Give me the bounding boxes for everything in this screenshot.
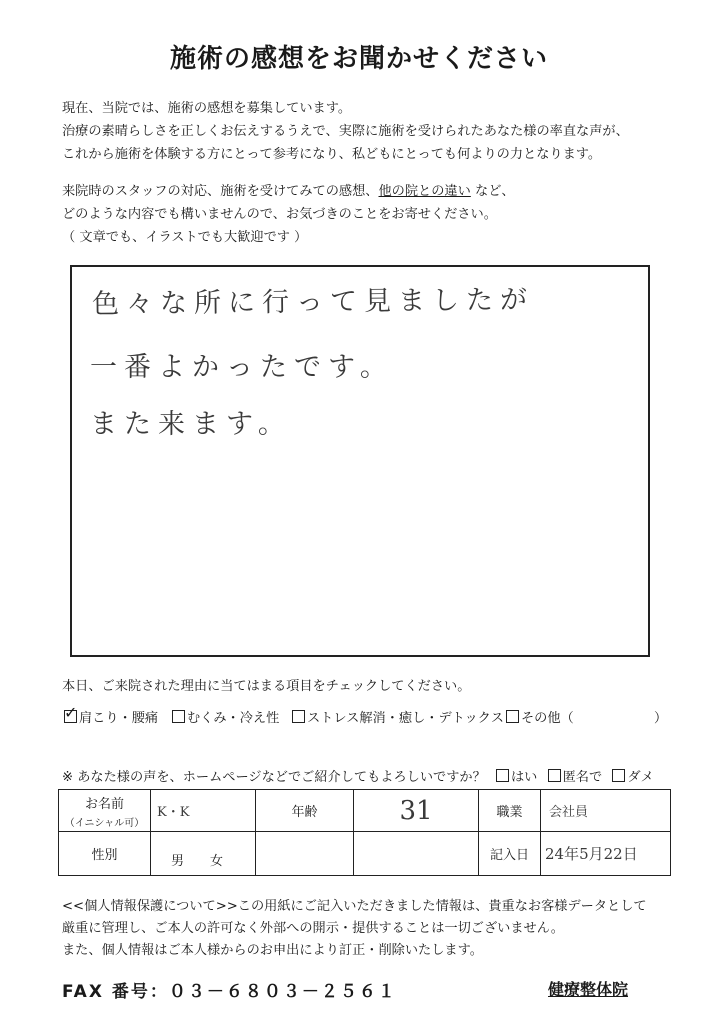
- intro-line-2: 治療の素晴らしさを正しくお伝えするうえで、実際に施術を受けられたあなた様の率直な声が、: [62, 124, 629, 139]
- checkbox[interactable]: [292, 710, 305, 723]
- checkbox[interactable]: [506, 710, 519, 723]
- comment-box: [70, 265, 650, 657]
- privacy-line-1: <<個人情報保護について>>この用紙にご記入いただきました情報は、貴重なお客様データとして: [62, 899, 647, 914]
- reason-label-stress: ストレス解消・癒し・デトックス: [307, 711, 504, 726]
- fax-number: FAX 番号：０３－６８０３－２５６１: [62, 982, 397, 1002]
- empty-cell-2: [354, 832, 479, 876]
- date-label: 記入日: [479, 832, 541, 876]
- privacy-line-3: また、個人情報はご本人様からのお申出により訂正・削除いたします。: [62, 943, 483, 958]
- intro-line-3: これから施術を体験する方にとって参考になり、私どもにとっても何よりの力となります。: [62, 147, 602, 162]
- handwritten-line-1: 色々な所に行って見ましたが: [91, 284, 535, 320]
- handwritten-line-3: また来ます。: [90, 409, 292, 440]
- reason-other-close: ）: [654, 711, 668, 726]
- request-text: [62, 180, 515, 249]
- privacy-notice: [62, 896, 647, 962]
- checkbox-no[interactable]: [612, 769, 625, 782]
- reason-label-other: その他（: [521, 711, 574, 726]
- reason-option-other[interactable]: [506, 707, 574, 726]
- checkbox-checked[interactable]: [64, 703, 78, 723]
- request-line-1: [62, 180, 515, 203]
- homepage-question-text: ※ あなた様の声を、ホームページなどでご紹介してもよろしいですか？: [62, 770, 486, 785]
- request-underlined: 他の院との違い: [378, 184, 471, 199]
- request-line-3: （ 文章でも、イラストでも大歓迎です ）: [62, 230, 308, 245]
- age-label: 年齢: [256, 790, 354, 832]
- job-label: 職業: [479, 790, 541, 832]
- checkbox[interactable]: [172, 710, 185, 723]
- homepage-yes-label: はい: [511, 770, 538, 785]
- reason-option-swelling[interactable]: [172, 707, 279, 726]
- request-line-2: どのような内容でも構いませんので、お気づきのことをお寄せください。: [62, 207, 497, 222]
- handwritten-line-2: 一番よかったです。: [90, 352, 394, 383]
- info-table: [58, 789, 671, 876]
- name-label: お名前: [84, 796, 124, 812]
- homepage-question: [62, 766, 654, 785]
- gender-label: 性別: [59, 832, 151, 876]
- reason-option-shoulder[interactable]: [64, 703, 159, 726]
- request-line-1-a: 来院時のスタッフの対応、施術を受けてみての感想、: [62, 184, 379, 199]
- reason-option-stress[interactable]: [292, 707, 504, 726]
- date-value[interactable]: 24年5月22日: [541, 832, 671, 876]
- homepage-no-label: ダメ: [627, 770, 654, 785]
- homepage-anon-label: 匿名で: [562, 770, 603, 785]
- check-mark-icon: ✓: [64, 703, 78, 722]
- reason-question: 本日、ご来院された理由に当てはまる項目をチェックしてください。: [62, 679, 471, 694]
- name-value[interactable]: K・K: [151, 790, 256, 832]
- reason-label-shoulder: 肩こり・腰痛: [79, 711, 159, 726]
- name-sublabel: （イニシャル可）: [64, 817, 145, 829]
- empty-cell-1: [256, 832, 354, 876]
- job-value[interactable]: 会社員: [541, 790, 671, 832]
- intro-text: [62, 97, 629, 166]
- checkbox-yes[interactable]: [496, 769, 509, 782]
- clinic-name: 健療整体院: [548, 980, 629, 999]
- gender-options[interactable]: 男 女: [151, 832, 256, 876]
- age-value[interactable]: 31: [354, 790, 479, 832]
- privacy-line-2: 厳重に管理し、ご本人の許可なく外部への開示・提供することは一切ございません。: [62, 921, 564, 936]
- request-line-1-b: など、: [470, 184, 515, 199]
- page-title: 施術の感想をお聞かせください: [169, 44, 548, 74]
- name-label-cell: [59, 790, 151, 832]
- reason-label-swelling: むくみ・冷え性: [187, 711, 280, 726]
- intro-line-1: 現在、当院では、施術の感想を募集しています。: [62, 101, 352, 116]
- checkbox-anonymous[interactable]: [548, 769, 561, 782]
